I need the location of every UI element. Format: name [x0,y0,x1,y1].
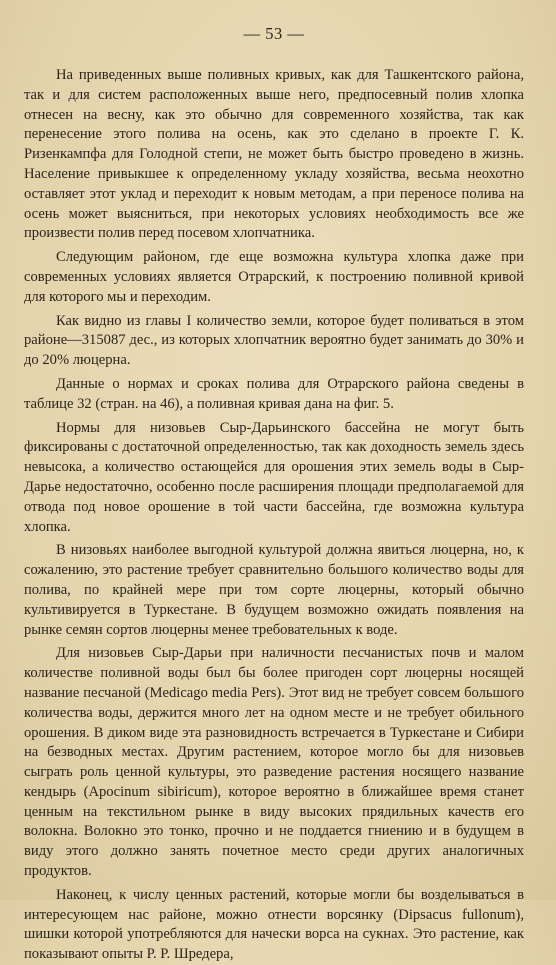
paragraph: В низовьях наиболее выгодной культурой должна явиться люцерна, но, к сожалению, это растение требует сравнительно большого количество воды для полива, по крайней мере при том сорте люцерны, который обычно культивируется в Туркестане. В будущем возможно ожидать появления на рынке семян сортов люцерны менее требовательных к воде. [24,542,524,638]
paragraph: Следующим районом, где еще возможна культура хлопка даже при современных условиях является Отрарский, к построению поливной кривой для которого мы и переходим. [24,249,524,305]
paragraph: Для низовьев Сыр-Дарьи при наличности песчанистых почв и малом количестве поливной воды был бы более пригоден сорт люцерны носящей название песчаной (Medicago media Pers). Этот вид не требует совсем большого количества воды, держится много лет на одном месте и не требует обильного орошения. В диком виде эта разновидность встречается в Туркестане и Сибири на безводных местах. Другим растением, которое могло бы для низовьев сыграть роль ценной культуры, это разведение растения носящего название кендырь (Apocinum sibiricum), которое вероятно в ближайшее время станет ценным на текстильном рынке в виду высоких прядильных качеств его волокна. Волокно это тонко, прочно и не поддается гниению и в будущем в виду этого должно занять почетное место среди других аналогичных продуктов. [24,645,524,880]
paragraph: Как видно из главы I количество земли, которое будет поливаться в этом районе—315087 дес., из которых хлопчатник вероятно будет занимать до 30% и до 20% люцерна. [24,312,524,369]
paragraph: Нормы для низовьев Сыр-Дарьинского бассейна не могут быть фиксированы с достаточной определенностью, так как доходность земель здесь невысока, а количество остающейся для орошения этих земель воды в Сыр-Дарье недостаточно, особенно после расширения площади предполагаемой для отвода под новое орошение в той части бассейна, где возможна культура хлопка. [24,419,524,535]
paragraph: На приведенных выше поливных кривых, как для Ташкентского района, так и для систем расположенных выше него, предпосевный полив хлопка отнесен на весну, как это обычно для современного хозяйства, так как перенесение этого полива на осень, как это сделано в проекте Г. К. Ризенкампфа для Голодной степи, не может быть быстро проведено в жизнь. Население привыкшее к определенному укладу хозяйства, весьма неохотно оставляет этот уклад и переходит к новым методам, а при переносе полива на осень может выясниться, при некоторых условиях необходимость все же произвести полив перед посевом хлопчатника. [24,67,524,242]
page-number: — 53 — [243,24,305,43]
paragraph: Данные о нормах и сроках полива для Отрарского района сведены в таблице 32 (стран. на 46), а поливная кривая дана на фиг. 5. [24,375,524,412]
paragraph: Наконец, к числу ценных растений, которые могли бы возделываться в интересующем нас районе, можно отнести ворсянку (Dipsacus fullonum), шишки которой употребляются для начески ворса на сукнах. Это растение, как показывают опыты Р. Р. Шредера, [24,886,524,963]
body-text [24,66,524,965]
book-page [24,0,524,963]
